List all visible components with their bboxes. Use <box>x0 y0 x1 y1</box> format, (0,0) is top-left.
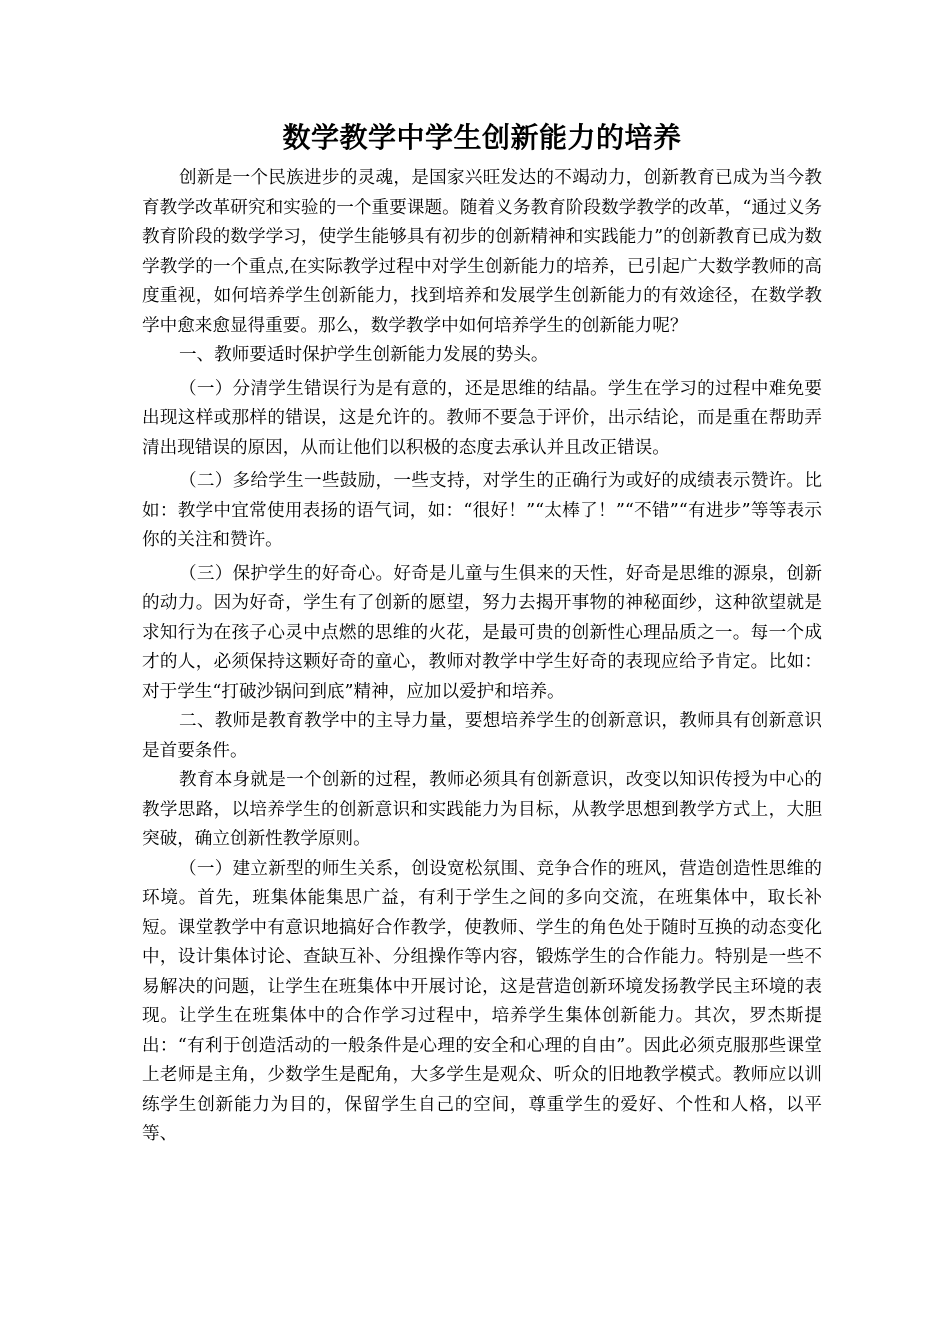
paragraph-2-intro: 教育本身就是一个创新的过程，教师必须具有创新意识，改变以知识传授为中心的教学思路，以培养学生的创新意识和实践能力为目标，从教学思想到教学方式上，大胆突破，确立创新性教学原则。 <box>142 770 822 849</box>
paragraph-1-1: （一）分清学生错误行为是有意的，还是思维的结晶。学生在学习的过程中难免要出现这样或那样的错误，这是允许的。教师不要急于评价，出示结论，而是重在帮助弄清出现错误的原因，从而让他们以积极的态度去承认并且改正错误。 <box>142 378 822 458</box>
document-title: 数学教学中学生创新能力的培养 <box>282 121 682 154</box>
section-heading-1: 一、教师要适时保护学生创新能力发展的势头。 <box>178 345 549 365</box>
paragraph-1-2: （二）多给学生一些鼓励，一些支持，对学生的正确行为或好的成绩表示赞许。比如：教学中宜常使用表扬的语气词，如：“很好！”“太棒了！”“不错”“有进步”等等表示你的关注和赞许。 <box>142 471 822 550</box>
paragraph-2-1: （一）建立新型的师生关系，创设宽松氛围、竞争合作的班风，营造创造性思维的环境。首先，班集体能集思广益，有利于学生之间的多向交流，在班集体中，取长补短。课堂教学中有意识地搞好合作教学，使教师、学生的角色处于随时互换的动态变化中，设计集体讨论、查缺互补、分组操作等内容，锻炼学生的合作能力。特别是一些不易解决的问题，让学生在班集体中开展讨论，这是营造创新环境发扬教学民主环境的表现。让学生在班集体中的合作学习过程中，培养学生集体创新能力。其次，罗杰斯提出：“有利于创造活动的一般条件是心理的安全和心理的自由”。因此必须克服那些课堂上老师是主角，少数学生是配角，大多学生是观众、听众的旧地教学模式。教师应以训练学生创新能力为目的，保留学生自己的空间，尊重学生的爱好、个性和人格，以平等、 <box>142 858 822 1144</box>
paragraph-1-3: （三）保护学生的好奇心。好奇是儿童与生俱来的天性，好奇是思维的源泉，创新的动力。因为好奇，学生有了创新的愿望，努力去揭开事物的神秘面纱，这种欲望就是求知行为在孩子心灵中点燃的思维的火花，是最可贵的创新性心理品质之一。每一个成才的人，必须保持这颗好奇的童心，教师对教学中学生好奇的表现应给予肯定。比如：对于学生“打破沙锅问到底”精神，应加以爱护和培养。 <box>142 563 822 702</box>
paragraph-intro: 创新是一个民族进步的灵魂，是国家兴旺发达的不竭动力，创新教育已成为当今教育教学改革研究和实验的一个重要课题。随着义务教育阶段数学教学的改革，“通过义务教育阶段的数学学习，使学生能够具有初步的创新精神和实践能力”的创新教育已成为数学教学的一个重点,在实际教学过程中对学生创新能力的培养，已引起广大数学教师的高度重视，如何培养学生创新能力，找到培养和发展学生创新能力的有效途径，在数学教学中愈来愈显得重要。那么，数学教学中如何培养学生的创新能力呢？ <box>142 168 822 336</box>
section-heading-2: 二、教师是教育教学中的主导力量，要想培养学生的创新意识，教师具有创新意识是首要条件。 <box>142 711 822 761</box>
